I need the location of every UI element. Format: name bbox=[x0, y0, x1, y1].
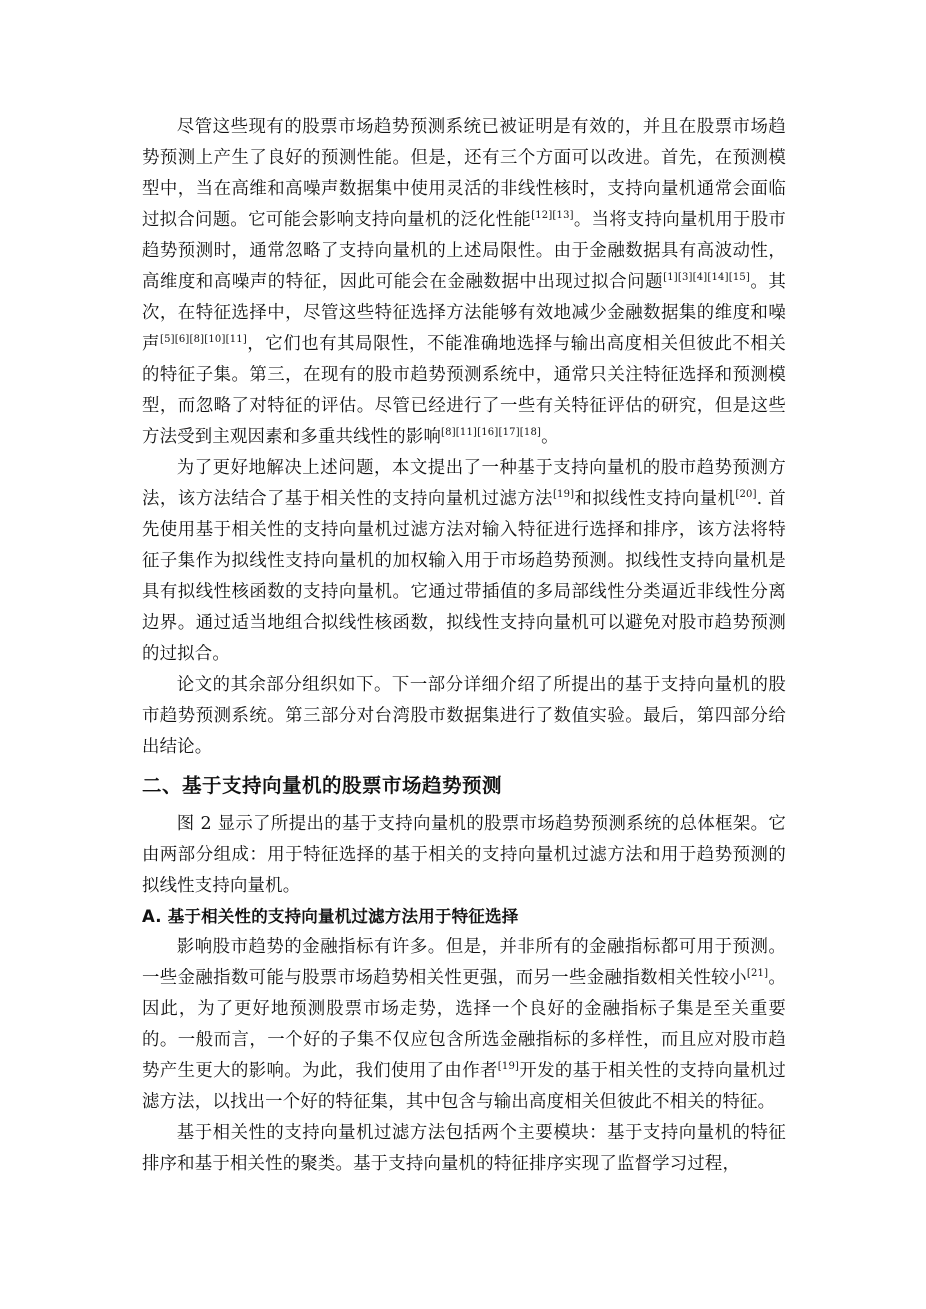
citation: [21] bbox=[746, 968, 769, 980]
text-run: 尽管这些现有的股票市场趋势预测系统已被证明是有效的，并且在股票市场趋势预测上产生了良好的预测性能。但是，还有三个方面可以改进。首先，在预测模型中，当在高维和高噪声数据集中使用灵活的非线性核时，支持向量机通常会面临过拟合问题。它可能会影响支持向量机的泛化性能 bbox=[142, 117, 786, 230]
text-run: . 首先使用基于相关性的支持向量机过滤方法对输入特征进行选择和排序，该方法将特征子集作为拟线性支持向量机的加权输入用于市场趋势预测。拟线性支持向量机是具有拟线性核函数的支持向量机。它通过带插值的多局部线性分类逼近非线性分离边界。通过适当地组合拟线性核函数，拟线性支持向量机可以避免对股市趋势预测的过拟合。 bbox=[142, 489, 786, 664]
paragraph-framework: 图 2 显示了所提出的基于支持向量机的股票市场趋势预测系统的总体框架。它由两部分组成：用于特征选择的基于相关的支持向量机过滤方法和用于趋势预测的拟线性支持向量机。 bbox=[142, 814, 786, 896]
text-run: 。当将支持向量机用于股市趋势预测时，通常忽略了支持向量机的上述局限性。由于金融数据具有高波动性，高维度和高噪声的特征，因此可能会在金融数据中出现过拟合问题 bbox=[142, 210, 787, 292]
paragraph-limitations bbox=[142, 112, 786, 453]
text-run: ，它们也有其局限性，不能准确地选择与输出高度相关但彼此不相关的特征子集。第三，在现有的股市趋势预测系统中，通常只关注特征选择和预测模型，而忽略了对特征的评估。尽管已经进行了一些有关特征评估的研究，但是这些方法受到主观因素和多重共线性的影响 bbox=[142, 334, 786, 447]
section-heading: 二、基于支持向量机的股票市场趋势预测 bbox=[142, 774, 503, 797]
citation: [12][13] bbox=[531, 210, 574, 222]
citation: [8][11][16][17][18] bbox=[441, 427, 542, 439]
text-run: 开发的基于相关性的支持向量机过滤方法，以找出一个好的特征集，其中包含与输出高度相关但彼此不相关的特征。 bbox=[142, 1061, 786, 1112]
citation: [19] bbox=[552, 489, 575, 501]
text-run: 为了更好地解决上述问题，本文提出了一种基于支持向量机的股市趋势预测方法，该方法结合了基于相关性的支持向量机过滤方法 bbox=[142, 458, 786, 509]
citation: [19] bbox=[497, 1061, 520, 1073]
citation: [1][3][4][14][15] bbox=[663, 272, 751, 284]
subsection-heading: A. 基于相关性的支持向量机过滤方法用于特征选择 bbox=[142, 907, 519, 926]
document-page bbox=[142, 112, 786, 1180]
citation: [5][6][8][10][11] bbox=[159, 334, 247, 346]
paragraph-organization: 论文的其余部分组织如下。下一部分详细介绍了所提出的基于支持向量机的股市趋势预测系统。第三部分对台湾股市数据集进行了数值实验。最后，第四部分给出结论。 bbox=[142, 675, 786, 757]
paragraph-indicators bbox=[142, 932, 786, 1118]
paragraph-modules: 基于相关性的支持向量机过滤方法包括两个主要模块：基于支持向量机的特征排序和基于相关性的聚类。基于支持向量机的特征排序实现了监督学习过程， bbox=[142, 1123, 786, 1174]
text-run: 。 bbox=[541, 427, 559, 447]
text-run: 。因此，为了更好地预测股票市场走势，选择一个良好的金融指标子集是至关重要的。一般而言，一个好的子集不仅应包含所选金融指标的多样性，而且应对股市趋势产生更大的影响。为此，我们使用了由作者 bbox=[142, 968, 786, 1081]
text-run: 和拟线性支持向量机 bbox=[574, 489, 736, 509]
citation: [20] bbox=[735, 489, 757, 501]
text-run: 。其次，在特征选择中，尽管这些特征选择方法能够有效地减少金融数据集的维度和噪声 bbox=[142, 272, 786, 354]
paragraph-proposal bbox=[142, 453, 786, 670]
text-run: 影响股市趋势的金融指标有许多。但是，并非所有的金融指标都可用于预测。一些金融指数可能与股票市场趋势相关性更强，而另一些金融指数相关性较小 bbox=[142, 937, 786, 988]
